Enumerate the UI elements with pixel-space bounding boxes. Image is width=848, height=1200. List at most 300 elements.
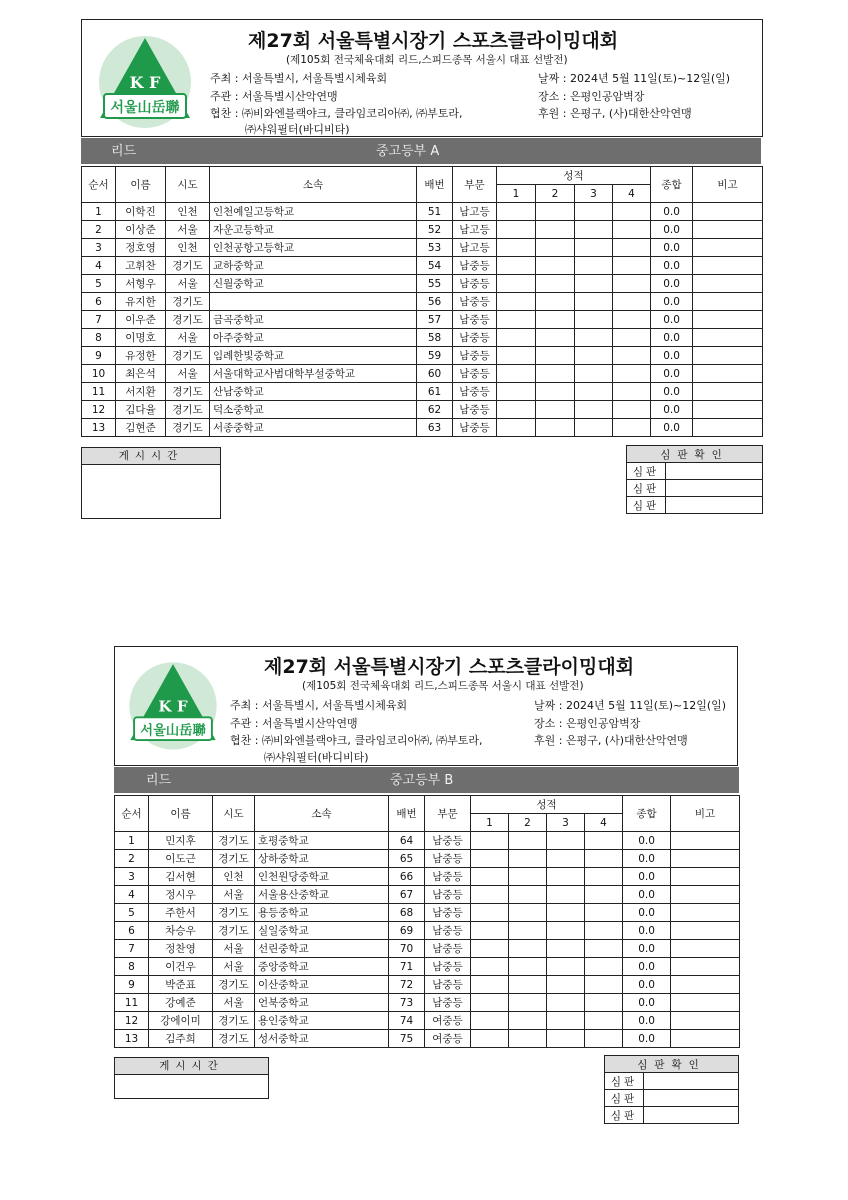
col-affiliation: 소속 (210, 167, 417, 203)
row-category: 남중등 (453, 311, 497, 329)
judge-confirm-table (604, 1055, 739, 1124)
col-round-1: 1 (497, 185, 536, 203)
score-cell-2[interactable] (536, 275, 575, 293)
score-cell-4[interactable] (613, 419, 651, 437)
row-order: 7 (82, 311, 116, 329)
support-text: 후원 : 은평구, (사)대한산악연맹 (538, 107, 692, 120)
row-total: 0.0 (623, 904, 671, 922)
table-row (115, 832, 740, 850)
row-affiliation: 산남중학교 (210, 383, 417, 401)
row-bib: 63 (417, 419, 453, 437)
table-row (82, 329, 763, 347)
row-total: 0.0 (623, 922, 671, 940)
score-cell-2[interactable] (509, 1012, 547, 1030)
row-bib: 61 (417, 383, 453, 401)
federation-logo (117, 656, 229, 752)
score-cell-3[interactable] (575, 293, 613, 311)
row-order: 1 (115, 832, 149, 850)
score-cell-3[interactable] (575, 275, 613, 293)
row-total: 0.0 (651, 419, 693, 437)
judge-signature-cell[interactable] (666, 480, 763, 497)
row-bib: 58 (417, 329, 453, 347)
row-category: 남중등 (425, 904, 471, 922)
note-cell[interactable] (671, 1012, 740, 1030)
col-order: 순서 (115, 796, 149, 832)
row-affiliation: 상하중학교 (255, 850, 389, 868)
note-cell[interactable] (671, 850, 740, 868)
table-row (115, 904, 740, 922)
row-name: 유지한 (116, 293, 166, 311)
row-affiliation: 용인중학교 (255, 1012, 389, 1030)
score-cell-3[interactable] (547, 1030, 585, 1048)
score-cell-3[interactable] (547, 940, 585, 958)
col-order: 순서 (82, 167, 116, 203)
judge-confirm-label: 심판확인 (627, 446, 763, 463)
row-name: 이명호 (116, 329, 166, 347)
row-order: 8 (82, 329, 116, 347)
score-cell-3[interactable] (575, 365, 613, 383)
row-name: 이도근 (149, 850, 213, 868)
row-total: 0.0 (651, 401, 693, 419)
row-total: 0.0 (651, 203, 693, 221)
row-affiliation: 호평중학교 (255, 832, 389, 850)
score-cell-4[interactable] (613, 239, 651, 257)
col-total: 종합 (651, 167, 693, 203)
row-bib: 73 (389, 994, 425, 1012)
host-text: 주최 : 서울특별시, 서울특별시체육회 (210, 72, 388, 85)
score-cell-3[interactable] (547, 850, 585, 868)
note-cell[interactable] (693, 275, 763, 293)
sponsors-text: 협찬 : ㈜비와엔블랙야크, 클라임코리아㈜, ㈜부토라, (230, 734, 483, 747)
score-cell-4[interactable] (585, 958, 623, 976)
event-name: 리드 (146, 773, 172, 788)
row-region: 서울 (213, 994, 255, 1012)
row-affiliation: 이산중학교 (255, 976, 389, 994)
note-cell[interactable] (671, 1030, 740, 1048)
score-cell-4[interactable] (585, 976, 623, 994)
event-bar (81, 138, 761, 164)
score-cell-3[interactable] (575, 383, 613, 401)
score-cell-1[interactable] (497, 293, 536, 311)
judge-signature-cell[interactable] (644, 1073, 739, 1090)
col-total: 종합 (623, 796, 671, 832)
score-cell-3[interactable] (575, 203, 613, 221)
row-name: 유정한 (116, 347, 166, 365)
score-cell-1[interactable] (471, 904, 509, 922)
table-row (115, 994, 740, 1012)
score-cell-3[interactable] (547, 1012, 585, 1030)
score-cell-2[interactable] (509, 850, 547, 868)
row-total: 0.0 (623, 940, 671, 958)
score-cell-1[interactable] (471, 922, 509, 940)
row-total: 0.0 (623, 958, 671, 976)
note-cell[interactable] (693, 257, 763, 275)
row-name: 김서현 (149, 868, 213, 886)
row-bib: 60 (417, 365, 453, 383)
note-cell[interactable] (671, 886, 740, 904)
logo-text-top: K F (158, 697, 188, 716)
row-affiliation: 인천예일고등학교 (210, 203, 417, 221)
posted-time-label: 게시시간 (115, 1058, 268, 1075)
row-name: 서지환 (116, 383, 166, 401)
score-cell-2[interactable] (536, 347, 575, 365)
note-cell[interactable] (693, 365, 763, 383)
judge-signature-cell[interactable] (644, 1090, 739, 1107)
note-cell[interactable] (693, 221, 763, 239)
score-cell-4[interactable] (585, 886, 623, 904)
row-category: 여중등 (425, 1030, 471, 1048)
row-bib: 75 (389, 1030, 425, 1048)
note-cell[interactable] (693, 329, 763, 347)
row-bib: 68 (389, 904, 425, 922)
row-name: 최은석 (116, 365, 166, 383)
table-row (82, 293, 763, 311)
col-category: 부문 (425, 796, 471, 832)
federation-logo (86, 30, 204, 130)
logo-text-bottom: 서울山岳聯 (140, 723, 206, 739)
row-bib: 53 (417, 239, 453, 257)
score-cell-2[interactable] (509, 868, 547, 886)
row-region: 경기도 (213, 922, 255, 940)
score-cell-1[interactable] (471, 832, 509, 850)
score-cell-3[interactable] (547, 904, 585, 922)
score-cell-2[interactable] (509, 904, 547, 922)
score-cell-1[interactable] (497, 203, 536, 221)
row-total: 0.0 (651, 329, 693, 347)
row-affiliation: 임례한빛중학교 (210, 347, 417, 365)
score-cell-4[interactable] (613, 347, 651, 365)
row-order: 6 (115, 922, 149, 940)
row-total: 0.0 (651, 257, 693, 275)
score-cell-4[interactable] (585, 994, 623, 1012)
score-cell-2[interactable] (536, 365, 575, 383)
results-table (114, 795, 740, 1048)
row-affiliation: 인천원당중학교 (255, 868, 389, 886)
score-cell-1[interactable] (497, 329, 536, 347)
score-cell-1[interactable] (471, 1030, 509, 1048)
score-cell-1[interactable] (497, 221, 536, 239)
score-cell-4[interactable] (613, 221, 651, 239)
score-cell-2[interactable] (536, 311, 575, 329)
row-region: 경기도 (166, 311, 210, 329)
score-cell-3[interactable] (547, 886, 585, 904)
score-cell-2[interactable] (536, 383, 575, 401)
page-title: 제27회 서울특별시장기 스포츠클라이밍대회 (264, 656, 635, 678)
score-cell-1[interactable] (471, 868, 509, 886)
score-cell-2[interactable] (509, 832, 547, 850)
row-category: 남중등 (425, 958, 471, 976)
row-name: 민지후 (149, 832, 213, 850)
note-cell[interactable] (693, 293, 763, 311)
event-bar (114, 767, 739, 793)
row-bib: 67 (389, 886, 425, 904)
row-order: 8 (115, 958, 149, 976)
row-name: 이상준 (116, 221, 166, 239)
score-cell-1[interactable] (471, 976, 509, 994)
note-cell[interactable] (693, 383, 763, 401)
row-bib: 69 (389, 922, 425, 940)
note-cell[interactable] (693, 203, 763, 221)
table-row (115, 958, 740, 976)
score-cell-1[interactable] (497, 311, 536, 329)
row-name: 이우준 (116, 311, 166, 329)
row-category: 남중등 (453, 257, 497, 275)
table-row (82, 239, 763, 257)
note-cell[interactable] (671, 940, 740, 958)
row-category: 남중등 (425, 940, 471, 958)
score-cell-2[interactable] (536, 401, 575, 419)
support-text: 후원 : 은평구, (사)대한산악연맹 (534, 734, 688, 747)
score-cell-4[interactable] (585, 1030, 623, 1048)
row-total: 0.0 (623, 994, 671, 1012)
score-cell-1[interactable] (471, 958, 509, 976)
score-cell-3[interactable] (575, 311, 613, 329)
venue-text: 장소 : 은평인공암벽장 (538, 90, 645, 103)
row-affiliation: 용등중학교 (255, 904, 389, 922)
score-cell-3[interactable] (547, 994, 585, 1012)
note-cell[interactable] (693, 239, 763, 257)
score-cell-1[interactable] (471, 994, 509, 1012)
score-cell-1[interactable] (497, 419, 536, 437)
row-bib: 57 (417, 311, 453, 329)
row-region: 서울 (166, 329, 210, 347)
score-cell-1[interactable] (497, 257, 536, 275)
score-cell-4[interactable] (613, 329, 651, 347)
note-cell[interactable] (671, 868, 740, 886)
score-cell-4[interactable] (585, 922, 623, 940)
row-name: 박준표 (149, 976, 213, 994)
row-total: 0.0 (623, 832, 671, 850)
row-name: 강예준 (149, 994, 213, 1012)
score-cell-2[interactable] (536, 221, 575, 239)
row-total: 0.0 (651, 311, 693, 329)
note-cell[interactable] (671, 994, 740, 1012)
row-category: 남중등 (425, 922, 471, 940)
table-row (115, 868, 740, 886)
note-cell[interactable] (671, 976, 740, 994)
row-category: 남중등 (453, 275, 497, 293)
col-category: 부문 (453, 167, 497, 203)
row-name: 정찬영 (149, 940, 213, 958)
col-name: 이름 (116, 167, 166, 203)
judge-signature-cell[interactable] (644, 1107, 739, 1124)
score-cell-2[interactable] (509, 1030, 547, 1048)
score-cell-3[interactable] (575, 329, 613, 347)
row-category: 남중등 (425, 994, 471, 1012)
score-cell-2[interactable] (536, 293, 575, 311)
note-cell[interactable] (671, 904, 740, 922)
score-cell-2[interactable] (509, 976, 547, 994)
judge-signature-cell[interactable] (666, 463, 763, 480)
score-cell-2[interactable] (536, 239, 575, 257)
table-row (82, 203, 763, 221)
row-region: 경기도 (213, 904, 255, 922)
row-affiliation: 신월중학교 (210, 275, 417, 293)
score-cell-1[interactable] (497, 383, 536, 401)
table-row (82, 347, 763, 365)
row-category: 남중등 (453, 383, 497, 401)
row-order: 9 (115, 976, 149, 994)
score-cell-2[interactable] (509, 958, 547, 976)
row-order: 13 (115, 1030, 149, 1048)
row-affiliation: 인천공항고등학교 (210, 239, 417, 257)
judge-signature-cell[interactable] (666, 497, 763, 514)
table-row (82, 257, 763, 275)
score-cell-1[interactable] (497, 401, 536, 419)
score-cell-1[interactable] (471, 940, 509, 958)
score-cell-3[interactable] (575, 221, 613, 239)
col-note: 비고 (693, 167, 763, 203)
judge-label: 심판 (605, 1107, 644, 1124)
note-cell[interactable] (671, 922, 740, 940)
posted-time-box (81, 447, 221, 519)
row-category: 남중등 (425, 868, 471, 886)
score-cell-2[interactable] (509, 994, 547, 1012)
score-cell-3[interactable] (547, 958, 585, 976)
row-order: 2 (115, 850, 149, 868)
row-name: 이학진 (116, 203, 166, 221)
score-cell-3[interactable] (575, 401, 613, 419)
col-bib: 배번 (417, 167, 453, 203)
row-bib: 66 (389, 868, 425, 886)
score-cell-3[interactable] (575, 257, 613, 275)
score-cell-2[interactable] (536, 203, 575, 221)
table-row (115, 922, 740, 940)
row-name: 서형우 (116, 275, 166, 293)
col-bib: 배번 (389, 796, 425, 832)
row-name: 정시우 (149, 886, 213, 904)
score-cell-3[interactable] (547, 976, 585, 994)
row-region: 경기도 (166, 383, 210, 401)
judge-confirm-label: 심판확인 (605, 1056, 739, 1073)
table-row (115, 850, 740, 868)
score-cell-4[interactable] (613, 293, 651, 311)
row-name: 고휘찬 (116, 257, 166, 275)
note-cell[interactable] (693, 347, 763, 365)
score-cell-1[interactable] (471, 850, 509, 868)
row-affiliation: 언북중학교 (255, 994, 389, 1012)
table-row (82, 383, 763, 401)
score-cell-4[interactable] (613, 401, 651, 419)
table-row (82, 221, 763, 239)
score-cell-1[interactable] (497, 347, 536, 365)
score-cell-4[interactable] (613, 365, 651, 383)
row-total: 0.0 (623, 868, 671, 886)
row-bib: 71 (389, 958, 425, 976)
score-cell-3[interactable] (547, 922, 585, 940)
results-table (81, 166, 763, 437)
score-cell-4[interactable] (585, 904, 623, 922)
table-row (82, 311, 763, 329)
row-order: 5 (82, 275, 116, 293)
score-cell-2[interactable] (509, 886, 547, 904)
score-cell-2[interactable] (536, 329, 575, 347)
date-text: 날짜 : 2024년 5월 11일(토)~12일(일) (538, 72, 731, 85)
score-cell-2[interactable] (509, 940, 547, 958)
row-region: 경기도 (166, 347, 210, 365)
row-name: 주한서 (149, 904, 213, 922)
score-cell-2[interactable] (536, 257, 575, 275)
row-total: 0.0 (623, 1012, 671, 1030)
row-affiliation: 서울용산중학교 (255, 886, 389, 904)
score-cell-3[interactable] (575, 419, 613, 437)
row-order: 12 (82, 401, 116, 419)
division-name: 중고등부 A (376, 144, 440, 159)
score-cell-4[interactable] (613, 203, 651, 221)
score-cell-4[interactable] (585, 940, 623, 958)
col-round-3: 3 (547, 814, 585, 832)
row-order: 5 (115, 904, 149, 922)
row-order: 11 (82, 383, 116, 401)
score-cell-4[interactable] (585, 868, 623, 886)
score-cell-4[interactable] (613, 275, 651, 293)
score-cell-2[interactable] (536, 419, 575, 437)
judge-label: 심판 (605, 1073, 644, 1090)
score-cell-1[interactable] (497, 365, 536, 383)
note-cell[interactable] (671, 958, 740, 976)
row-bib: 59 (417, 347, 453, 365)
row-region: 경기도 (166, 257, 210, 275)
row-category: 남중등 (453, 401, 497, 419)
score-cell-1[interactable] (497, 239, 536, 257)
row-region: 경기도 (213, 1012, 255, 1030)
row-region: 경기도 (213, 850, 255, 868)
score-cell-3[interactable] (575, 239, 613, 257)
score-cell-4[interactable] (585, 850, 623, 868)
row-bib: 56 (417, 293, 453, 311)
note-cell[interactable] (693, 419, 763, 437)
row-order: 6 (82, 293, 116, 311)
score-cell-1[interactable] (497, 275, 536, 293)
score-cell-4[interactable] (613, 257, 651, 275)
row-affiliation: 교하중학교 (210, 257, 417, 275)
row-total: 0.0 (623, 850, 671, 868)
table-row (82, 275, 763, 293)
event-name: 리드 (111, 144, 137, 159)
row-affiliation: 중앙중학교 (255, 958, 389, 976)
row-name: 차승우 (149, 922, 213, 940)
score-cell-4[interactable] (585, 1012, 623, 1030)
sponsors-text: 협찬 : ㈜비와엔블랙야크, 클라임코리아㈜, ㈜부토라, (210, 107, 463, 120)
score-cell-1[interactable] (471, 886, 509, 904)
score-cell-1[interactable] (471, 1012, 509, 1030)
organizer-text: 주관 : 서울특별시산악연맹 (210, 90, 338, 103)
logo-text-bottom: 서울山岳聯 (110, 100, 180, 116)
score-cell-4[interactable] (613, 383, 651, 401)
score-cell-4[interactable] (613, 311, 651, 329)
note-cell[interactable] (671, 832, 740, 850)
row-bib: 64 (389, 832, 425, 850)
row-region: 인천 (166, 239, 210, 257)
row-name: 김다율 (116, 401, 166, 419)
score-cell-2[interactable] (509, 922, 547, 940)
row-order: 7 (115, 940, 149, 958)
row-affiliation: 아주중학교 (210, 329, 417, 347)
score-cell-3[interactable] (547, 832, 585, 850)
row-affiliation: 서종중학교 (210, 419, 417, 437)
row-affiliation: 자운고등학교 (210, 221, 417, 239)
note-cell[interactable] (693, 401, 763, 419)
score-cell-4[interactable] (585, 832, 623, 850)
row-bib: 55 (417, 275, 453, 293)
page-subtitle: (제105회 전국체육대회 리드,스피드종목 서울시 대표 선발전) (302, 680, 584, 692)
score-cell-3[interactable] (575, 347, 613, 365)
score-cell-3[interactable] (547, 868, 585, 886)
row-region: 경기도 (213, 976, 255, 994)
row-total: 0.0 (651, 383, 693, 401)
note-cell[interactable] (693, 311, 763, 329)
col-score: 성적 (471, 796, 623, 814)
